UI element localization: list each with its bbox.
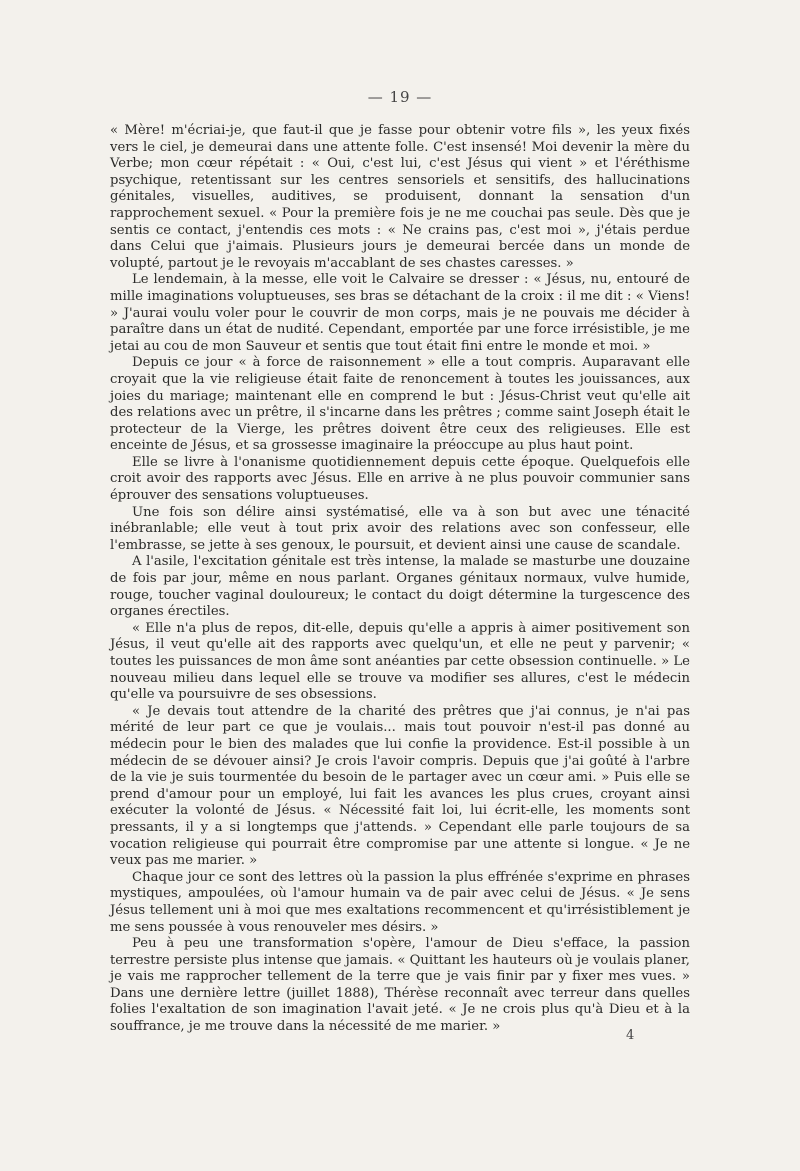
paragraph: « Elle n'a plus de repos, dit-elle, depuis qu'elle a appris à aimer positivement son Jésus, il veut qu'elle ait des rapports avec quelqu'un, et elle ne peut y parvenir; « toutes les puissances de mon âme sont anéanties par cette obsession continuelle. » Le nouveau milieu dans lequel elle se trouve va modifier ses allures, c'est le médecin qu'elle va poursuivre de ses obsessions.	[110, 620, 690, 703]
paragraph: Peu à peu une transformation s'opère, l'amour de Dieu s'efface, la passion terrestre persiste plus intense que jamais. « Quittant les hauteurs où je voulais planer, je vais me rapprocher tellement de la terre que je vais finir par y fixer mes vues. » Dans une dernière lettre (juillet 1888), Thérèse reconnaît avec terreur dans quelles folies l'exaltation de son imagination l'avait jeté. « Je ne crois plus qu'à Dieu et à la souffrance, je me trouve dans la nécessité de me marier. »	[110, 936, 690, 1035]
paragraph: Une fois son délire ainsi systématisé, elle va à son but avec une ténacité inébranlable; elle veut à tout prix avoir des relations avec son confesseur, elle l'embrasse, se jette à ses genoux, le poursuit, et devient ainsi une cause de scandale.	[110, 504, 690, 553]
paragraph: A l'asile, l'excitation génitale est très intense, la malade se masturbe une douzaine de fois par jour, même en nous parlant. Organes génitaux normaux, vulve humide, rouge, toucher vaginal douloureux; le contact du doigt détermine la turgescence des organes érectiles.	[110, 554, 690, 620]
page-number: — 19 —	[367, 88, 433, 106]
printer-signature-mark: 4	[626, 1028, 635, 1043]
body-text	[110, 123, 690, 1036]
paragraph: « Je devais tout attendre de la charité des prêtres que j'ai connus, je n'ai pas mérité de leur part ce que je voulais... mais tout pouvoir n'est-il pas donné au médecin pour le bien des malades que lui confie la providence. Est-il possible à un médecin de se dévouer ainsi? Je crois l'avoir compris. Depuis que j'ai goûté à l'arbre de la vie je suis tourmentée du besoin de le partager avec un cœur ami. » Puis elle se prend d'amour pour un employé, lui fait les avances les plus crues, croyant ainsi exécuter la volonté de Jésus. « Nécessité fait loi, lui écrit-elle, les moments sont pressants, il y a si longtemps que j'attends. » Cependant elle parle toujours de sa vocation religieuse qui pourrait être compromise par une attente si longue. « Je ne veux pas me marier. »	[110, 703, 690, 869]
paragraph: Le lendemain, à la messe, elle voit le Calvaire se dresser : « Jésus, nu, entouré de mille imaginations voluptueuses, ses bras se détachant de la croix : il me dit : « Viens! » J'aurai voulu voler pour le couvrir de mon corps, mais je ne pouvais me décider à paraître dans un état de nudité. Cependant, emportée par une force irrésistible, je me jetai au cou de mon Sauveur et sentis que tout était fini entre le monde et moi. »	[110, 272, 690, 354]
paragraph: « Mère! m'écriai-je, que faut-il que je fasse pour obtenir votre fils », les yeux fixés vers le ciel, je demeurai dans une attente folle. C'est insensé! Moi devenir la mère du Verbe; mon cœur répétait : « Oui, c'est lui, c'est Jésus qui vient » et l'éréthisme psychique, retentissant sur les centres sensoriels et sensitifs, des hallucinations génitales, visuelles, auditives, se produisent, donnant la sensation d'un rapprochement sexuel. « Pour la première fois je ne me couchai pas seule. Dès que je sentis ce contact, j'entendis ces mots : « Ne crains pas, c'est moi », j'étais perdue dans Celui que j'aimais. Plusieurs jours je demeurai bercée dans un monde de volupté, partout je le revoyais m'accablant de ses chastes caresses. »	[110, 123, 690, 271]
paragraph: Elle se livre à l'onanisme quotidiennement depuis cette époque. Quelquefois elle croit avoir des rapports avec Jésus. Elle en arrive à ne plus pouvoir communier sans éprouver des sensations voluptueuses.	[110, 454, 690, 504]
paragraph: Depuis ce jour « à force de raisonnement » elle a tout compris. Auparavant elle croyait que la vie religieuse était faite de renoncement à toutes les jouissances, aux joies du mariage; maintenant elle en comprend le but : Jésus-Christ veut qu'elle ait des relations avec un prêtre, il s'incarne dans les prêtres ; comme saint Joseph était le protecteur de la Vierge, les prêtres doivent être ceux des religieuses. Elle est enceinte de Jésus, et sa grossesse imaginaire la préoccupe au plus haut point.	[110, 355, 690, 454]
paragraph: Chaque jour ce sont des lettres où la passion la plus effrénée s'exprime en phrases mystiques, ampoulées, où l'amour humain va de pair avec celui de Jésus. « Je sens Jésus tellement uni à moi que mes exaltations recommencent et qu'irrésistiblement je me sens poussée à vous renouveler mes désirs. »	[110, 869, 690, 935]
